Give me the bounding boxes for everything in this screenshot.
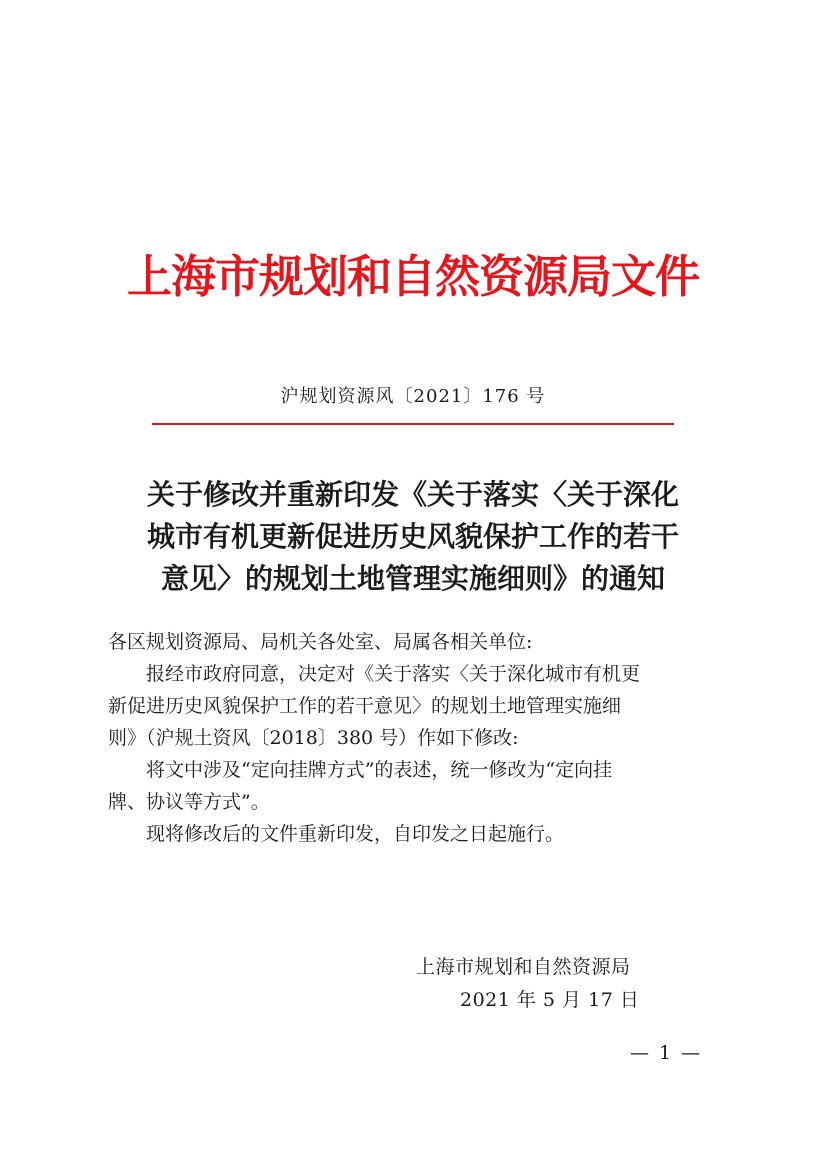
page-number: — 1 —	[630, 1042, 703, 1064]
body-paragraph-line: 现将修改后的文件重新印发，自印发之日起施行。	[146, 823, 565, 845]
notice-title	[100, 474, 726, 600]
body-paragraph-line: 报经市政府同意，决定对《关于落实〈关于深化城市有机更	[146, 663, 641, 685]
body-paragraph-line: 新促进历史风貌保护工作的若干意见〉的规划土地管理实施细	[108, 695, 622, 717]
notice-body	[108, 626, 724, 850]
notice-title-line: 关于修改并重新印发《关于落实〈关于深化	[146, 478, 679, 511]
signature-date: 2021 年 5 月 17 日	[460, 989, 640, 1011]
body-paragraph-line: 则》（沪规土资风〔2018〕380 号）作如下修改:	[108, 727, 519, 749]
signature-organization: 上海市规划和自然资源局	[416, 956, 631, 978]
red-divider-line	[152, 423, 674, 425]
body-paragraph-line: 牌、协议等方式”。	[108, 791, 270, 813]
addressee-line: 各区规划资源局、局机关各处室、局属各相关单位:	[108, 631, 533, 653]
notice-title-line: 意见〉的规划土地管理实施细则》的通知	[160, 562, 665, 595]
document-number: 沪规划资源风〔2021〕176 号	[280, 386, 546, 407]
body-paragraph-line: 将文中涉及“定向挂牌方式”的表述，统一修改为“定向挂	[146, 759, 613, 781]
notice-title-line: 城市有机更新促进历史风貌保护工作的若干	[146, 520, 679, 553]
issuing-authority-header: 上海市规划和自然资源局文件	[126, 250, 699, 303]
